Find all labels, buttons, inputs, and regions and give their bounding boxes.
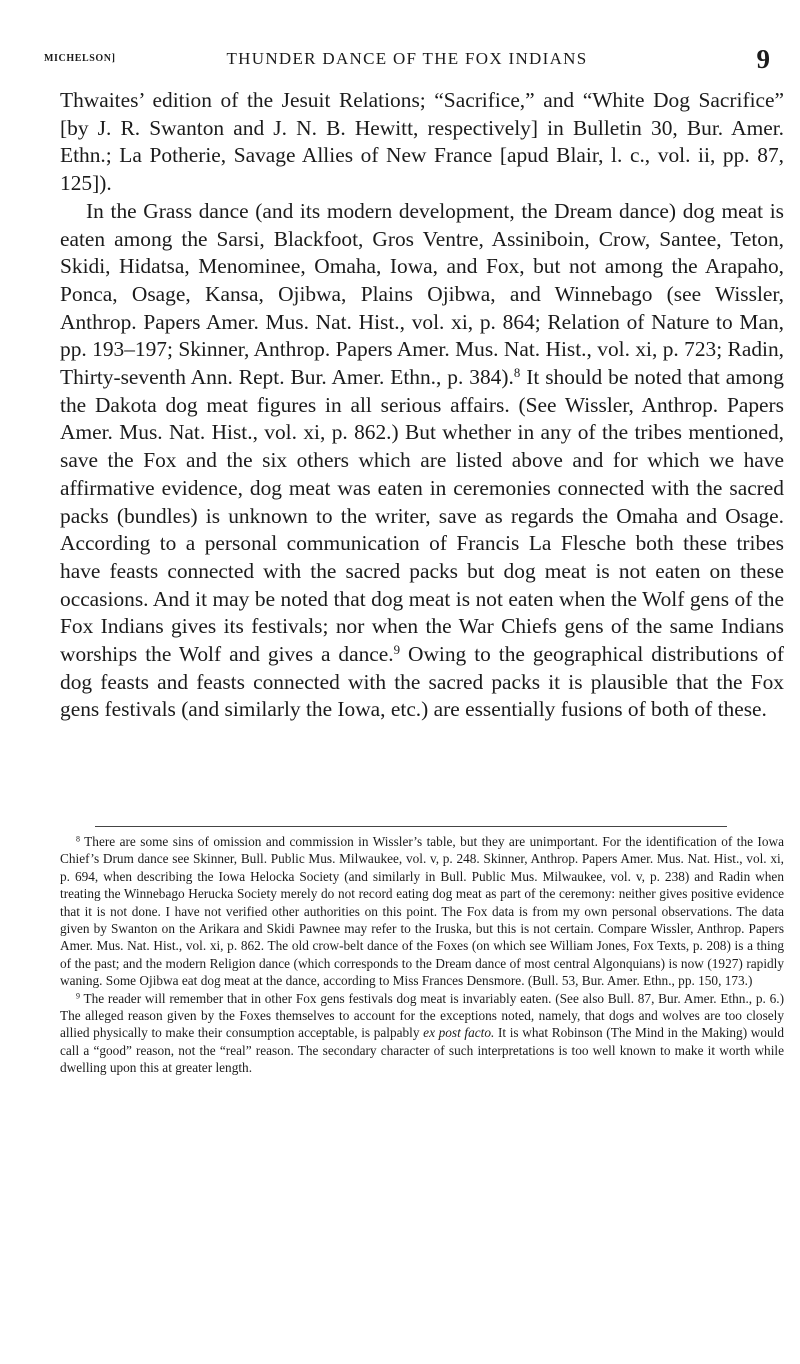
main-text [60,87,784,724]
footnote-reference-9: 9 [393,643,401,658]
footnote-8 [60,833,784,990]
footnote-reference-8: 8 [513,365,521,380]
footnote-9 [60,990,784,1077]
running-head [44,44,770,76]
running-head-author: MICHELSON] [44,53,116,64]
footnote-marker-8: 8 [76,834,80,844]
footnote-9-text-part-1: The reader will remember that in other Fox gens festivals dog meat is invariably eaten. (See also Bull. 87, Bur. Amer. Ethn., p. 6.) The alleged reason given by the Foxes themselves to account for the exceptions noted, namely, that dogs and wolves are too closely allied physically to make their consumption acceptable, is palpably [60,990,784,1041]
footnotes [60,833,784,1077]
paragraph-text-part-2: It should be noted that among the Dakota dog meat figures in all serious affairs. (See Wissler, Anthrop. Papers Amer. Mus. Nat. Hist., vol. xi, p. 862.) But whether in any of the tribes mentioned, save the Fox and the six others which are listed above and for which we have affirmative evidence, dog meat was eaten in ceremonies connected with the sacred packs (bundles) is unknown to the writer, save as regards the Omaha and Osage. According to a personal communication of Francis La Flesche both these tribes have feasts connected with the sacred packs but dog meat is not eaten on these occasions. And it may be noted that dog meat is not eaten when the Wolf gens of the Fox Indians gives its festivals; nor when the War Chiefs gens of the same Indians worships the Wolf and gives a dance. [60,365,784,667]
running-head-title: THUNDER DANCE OF THE FOX INDIANS [226,49,588,68]
footnote-8-text: There are some sins of omission and commission in Wissler’s table, but they are unimportant. For the identification of the Iowa Chief’s Drum dance see Skinner, Bull. Public Mus. Milwaukee, vol. v, p. 248. Skinner, Anthrop. Papers Amer. Mus. Nat. Hist., vol. xi, p. 694, when describing the Iowa Helocka Society (and similarly in Bull. Public Mus. Milwaukee, vol. v, p. 238) and Radin when treating the Winnebago Herucka Society merely do not record eating dog meat as part of the ceremony: neither gives positive evidence that it is not done. I have not verified other authorities on this point. The Fox data is from my own personal observations. The data given by Swanton on the Arikara and Skidi Pawnee may refer to the Iruska, but this is not certain. Compare Wissler, Anthrop. Papers Amer. Mus. Nat. Hist., vol. xi, p. 862. The old crow-belt dance of the Foxes (on which see William Jones, Fox Texts, p. 208) is a thing of the past; and the modern Religion dance (which corresponds to the Dream dance of most central Algonquians) is now (1927) rapidly waning. Some Ojibwa eat dog meat at the dance, according to Miss Frances Densmore. (Bull. 53, Bur. Amer. Ethn., pp. 150, 173.) [60,834,784,989]
footnote-9-italic-phrase: ex post facto. [423,1025,495,1041]
paragraph-continued: Thwaites’ edition of the Jesuit Relations; “Sacrifice,” and “White Dog Sacrifice” [by J. R. Swanton and J. N. B. Hewitt, respectively] in Bulletin 30, Bur. Amer. Ethn.; La Potherie, Savage Allies of New France [apud Blair, l. c., vol. ii, pp. 87, 125]). [60,88,784,196]
paragraph-text-part-3: Owing to the geographical distributions of dog feasts and feasts connected with the sacred packs it is plausible that the Fox gens festivals (and similarly the Iowa, etc.) are essentially fusions of both of these. [60,642,784,722]
page-number: 9 [756,44,770,74]
paragraph-text-part-1: In the Grass dance (and its modern development, the Dream dance) dog meat is eaten among the Sarsi, Blackfoot, Gros Ventre, Assiniboin, Crow, Santee, Teton, Skidi, Hidatsa, Menominee, Omaha, Iowa, and Fox, but not among the Arapaho, Ponca, Osage, Kansa, Ojibwa, Plains Ojibwa, and Winnebago (see Wissler, Anthrop. Papers Amer. Mus. Nat. Hist., vol. xi, p. 864; Relation of Nature to Man, pp. 193–197; Skinner, Anthrop. Papers Amer. Mus. Nat. Hist., vol. xi, p. 723; Radin, Thirty-seventh Ann. Rept. Bur. Amer. Ethn., p. 384). [60,198,784,390]
footnote-marker-9: 9 [76,991,80,1001]
footnote-9-text-part-2: It is what Robinson (The Mind in the Making) would call a “good” reason, not the “real” reason. The secondary character of such interpretations is too well known to make it worth while dwelling upon this at greater length. [60,1025,785,1076]
footnote-divider [95,826,727,827]
paragraph-grass-dance [60,198,784,724]
